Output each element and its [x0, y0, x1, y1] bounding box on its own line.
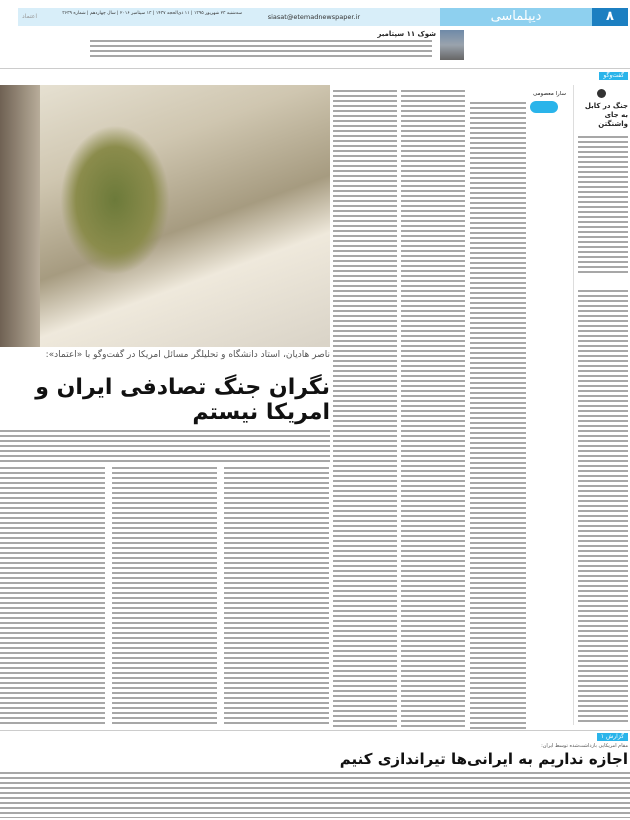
interview-photo	[0, 85, 330, 347]
sidebar-text	[578, 136, 628, 276]
author: سارا معصومی	[533, 91, 566, 97]
report-kicker: مقام امریکایی بازداشت‌شده توسط ایران:	[541, 743, 628, 749]
interview-subtitle: ناصر هادیان، استاد دانشگاه و تحلیلگر مسائل امریکا در گفت‌وگو با «اعتماد»:	[45, 350, 330, 360]
interview-tag: گفت‌وگو	[599, 72, 628, 80]
article-column-3	[333, 90, 397, 730]
quote-icon	[530, 101, 558, 113]
wtc-thumbnail	[440, 30, 464, 60]
page-number: ۸	[592, 8, 628, 26]
lead-text	[0, 430, 330, 462]
plant	[60, 125, 170, 275]
divider	[0, 730, 630, 731]
teaser-title: شوک ۱۱ سپتامبر	[377, 30, 436, 38]
teaser-text	[90, 40, 432, 60]
header-strip	[18, 8, 440, 26]
section-title: دیپلماسی	[440, 8, 592, 26]
article-column-2	[401, 90, 465, 730]
article-column-4	[224, 467, 329, 725]
logo: اعتماد	[22, 13, 38, 20]
sidebar-badge-icon	[597, 89, 606, 98]
person	[0, 85, 40, 347]
sidebar-text-2	[578, 290, 628, 725]
article-column-1	[470, 102, 526, 732]
email: siasat@etemadnewspaper.ir	[267, 13, 360, 21]
report-tag: گزارش ۱	[597, 733, 628, 741]
column-divider	[573, 85, 574, 725]
sidebar-headline: جنگ در کابل به جای واشنگتن	[584, 102, 628, 128]
article-column-6	[0, 467, 105, 725]
issue-date: سه‌شنبه ۲۳ شهریور ۱۳۹۵ | ۱۱ ذی‌الحجه ۱۴۳۷ | ۱۳ سپتامبر ۲۰۱۶ | سال چهاردهم | شماره ۳۶۳۹	[62, 11, 242, 16]
report-text	[0, 772, 630, 818]
interview-headline: نگران جنگ تصادفی ایران و امریکا نیستم	[35, 375, 330, 425]
report-headline: اجازه نداریم به ایرانی‌ها تیراندازی کنیم	[339, 750, 628, 768]
divider	[0, 68, 630, 69]
article-column-5	[112, 467, 217, 725]
